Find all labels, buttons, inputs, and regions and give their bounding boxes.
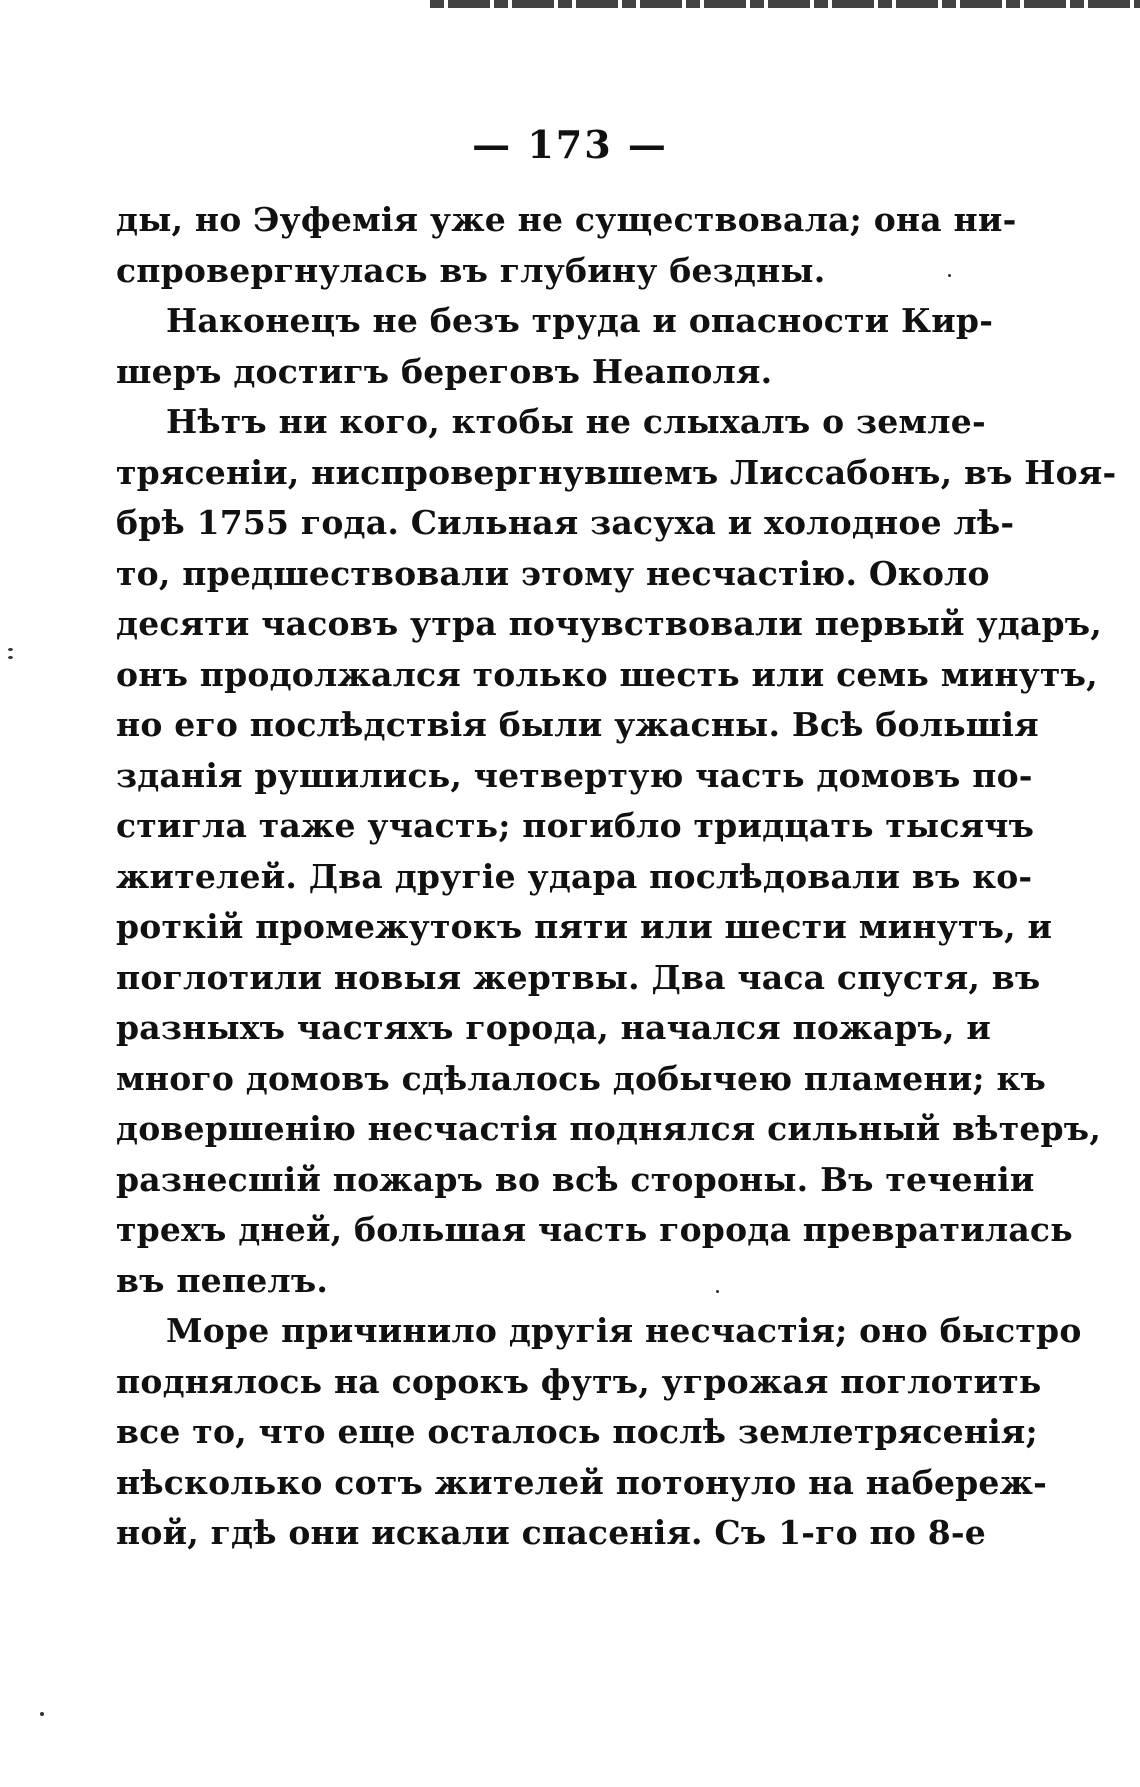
text-line: много домовъ сдѣлалось добычею пламени; къ	[116, 1058, 1047, 1098]
text-line: поглотили новыя жертвы. Два часа спустя, въ	[116, 957, 1041, 997]
page-number: — 173 —	[472, 122, 668, 167]
text-line: разныхъ частяхъ города, начался пожаръ, и	[116, 1008, 992, 1047]
text-line: разнесшій пожаръ во всѣ стороны. Въ теченіи	[116, 1159, 1035, 1199]
text-line: жителей. Два другіе удара послѣдовали въ ко-	[116, 856, 1033, 896]
paragraph-start-line: Наконецъ не безъ труда и опасности Кир-	[166, 301, 994, 340]
text-line: въ пепелъ.	[116, 1260, 329, 1300]
text-line: ды, но Эуфемія уже не существовала; она ни-	[116, 200, 1017, 239]
text-line: трехъ дней, большая часть города превратилась	[116, 1210, 1073, 1249]
text-line: десяти часовъ утра почувствовали первый ударъ,	[116, 604, 1102, 643]
top-edge-rule	[430, 0, 1140, 8]
text-line: роткій промежутокъ пяти или шести минутъ, и	[116, 907, 1053, 946]
text-line: но его послѣдствія были ужасны. Всѣ большія	[116, 705, 1039, 744]
body-text	[116, 195, 1117, 1559]
paragraph-start-line: Море причинило другія несчастія; оно быстро	[166, 1311, 1082, 1350]
paragraph-start-line: Нѣтъ ни кого, ктобы не слыхалъ о земле-	[166, 402, 986, 441]
text-line: онъ продолжался только шесть или семь минутъ,	[116, 654, 1098, 694]
text-line: все то, что еще осталось послѣ землетрясенія;	[116, 1412, 1038, 1451]
scan-speck	[8, 656, 13, 659]
text-line: шеръ достигъ береговъ Неаполя.	[116, 351, 773, 391]
text-line: то, предшествовали этому несчастію. Около	[116, 553, 990, 593]
scan-speck	[40, 1712, 44, 1716]
scan-speck	[716, 1290, 719, 1293]
text-line: довершенію несчастія поднялся сильный вѣтеръ,	[116, 1109, 1102, 1148]
text-line: нѣсколько сотъ жителей потонуло на набереж-	[116, 1462, 1048, 1502]
text-line: ной, гдѣ они искали спасенія. Съ 1-го по 8-е	[116, 1513, 986, 1552]
text-line: поднялось на сорокъ футъ, угрожая поглотить	[116, 1361, 1042, 1401]
scan-speck	[8, 648, 13, 651]
scan-speck	[948, 274, 951, 277]
text-line: трясеніи, ниспровергнувшемъ Лиссабонъ, въ Ноя-	[116, 452, 1117, 492]
text-line: спровергнулась въ глубину бездны.	[116, 250, 826, 290]
text-line: стигла таже участь; погибло тридцать тысячъ	[116, 806, 1035, 845]
text-line: зданія рушились, четвертую часть домовъ по-	[116, 755, 1033, 795]
text-line: брѣ 1755 года. Сильная засуха и холодное лѣ-	[116, 503, 1015, 542]
